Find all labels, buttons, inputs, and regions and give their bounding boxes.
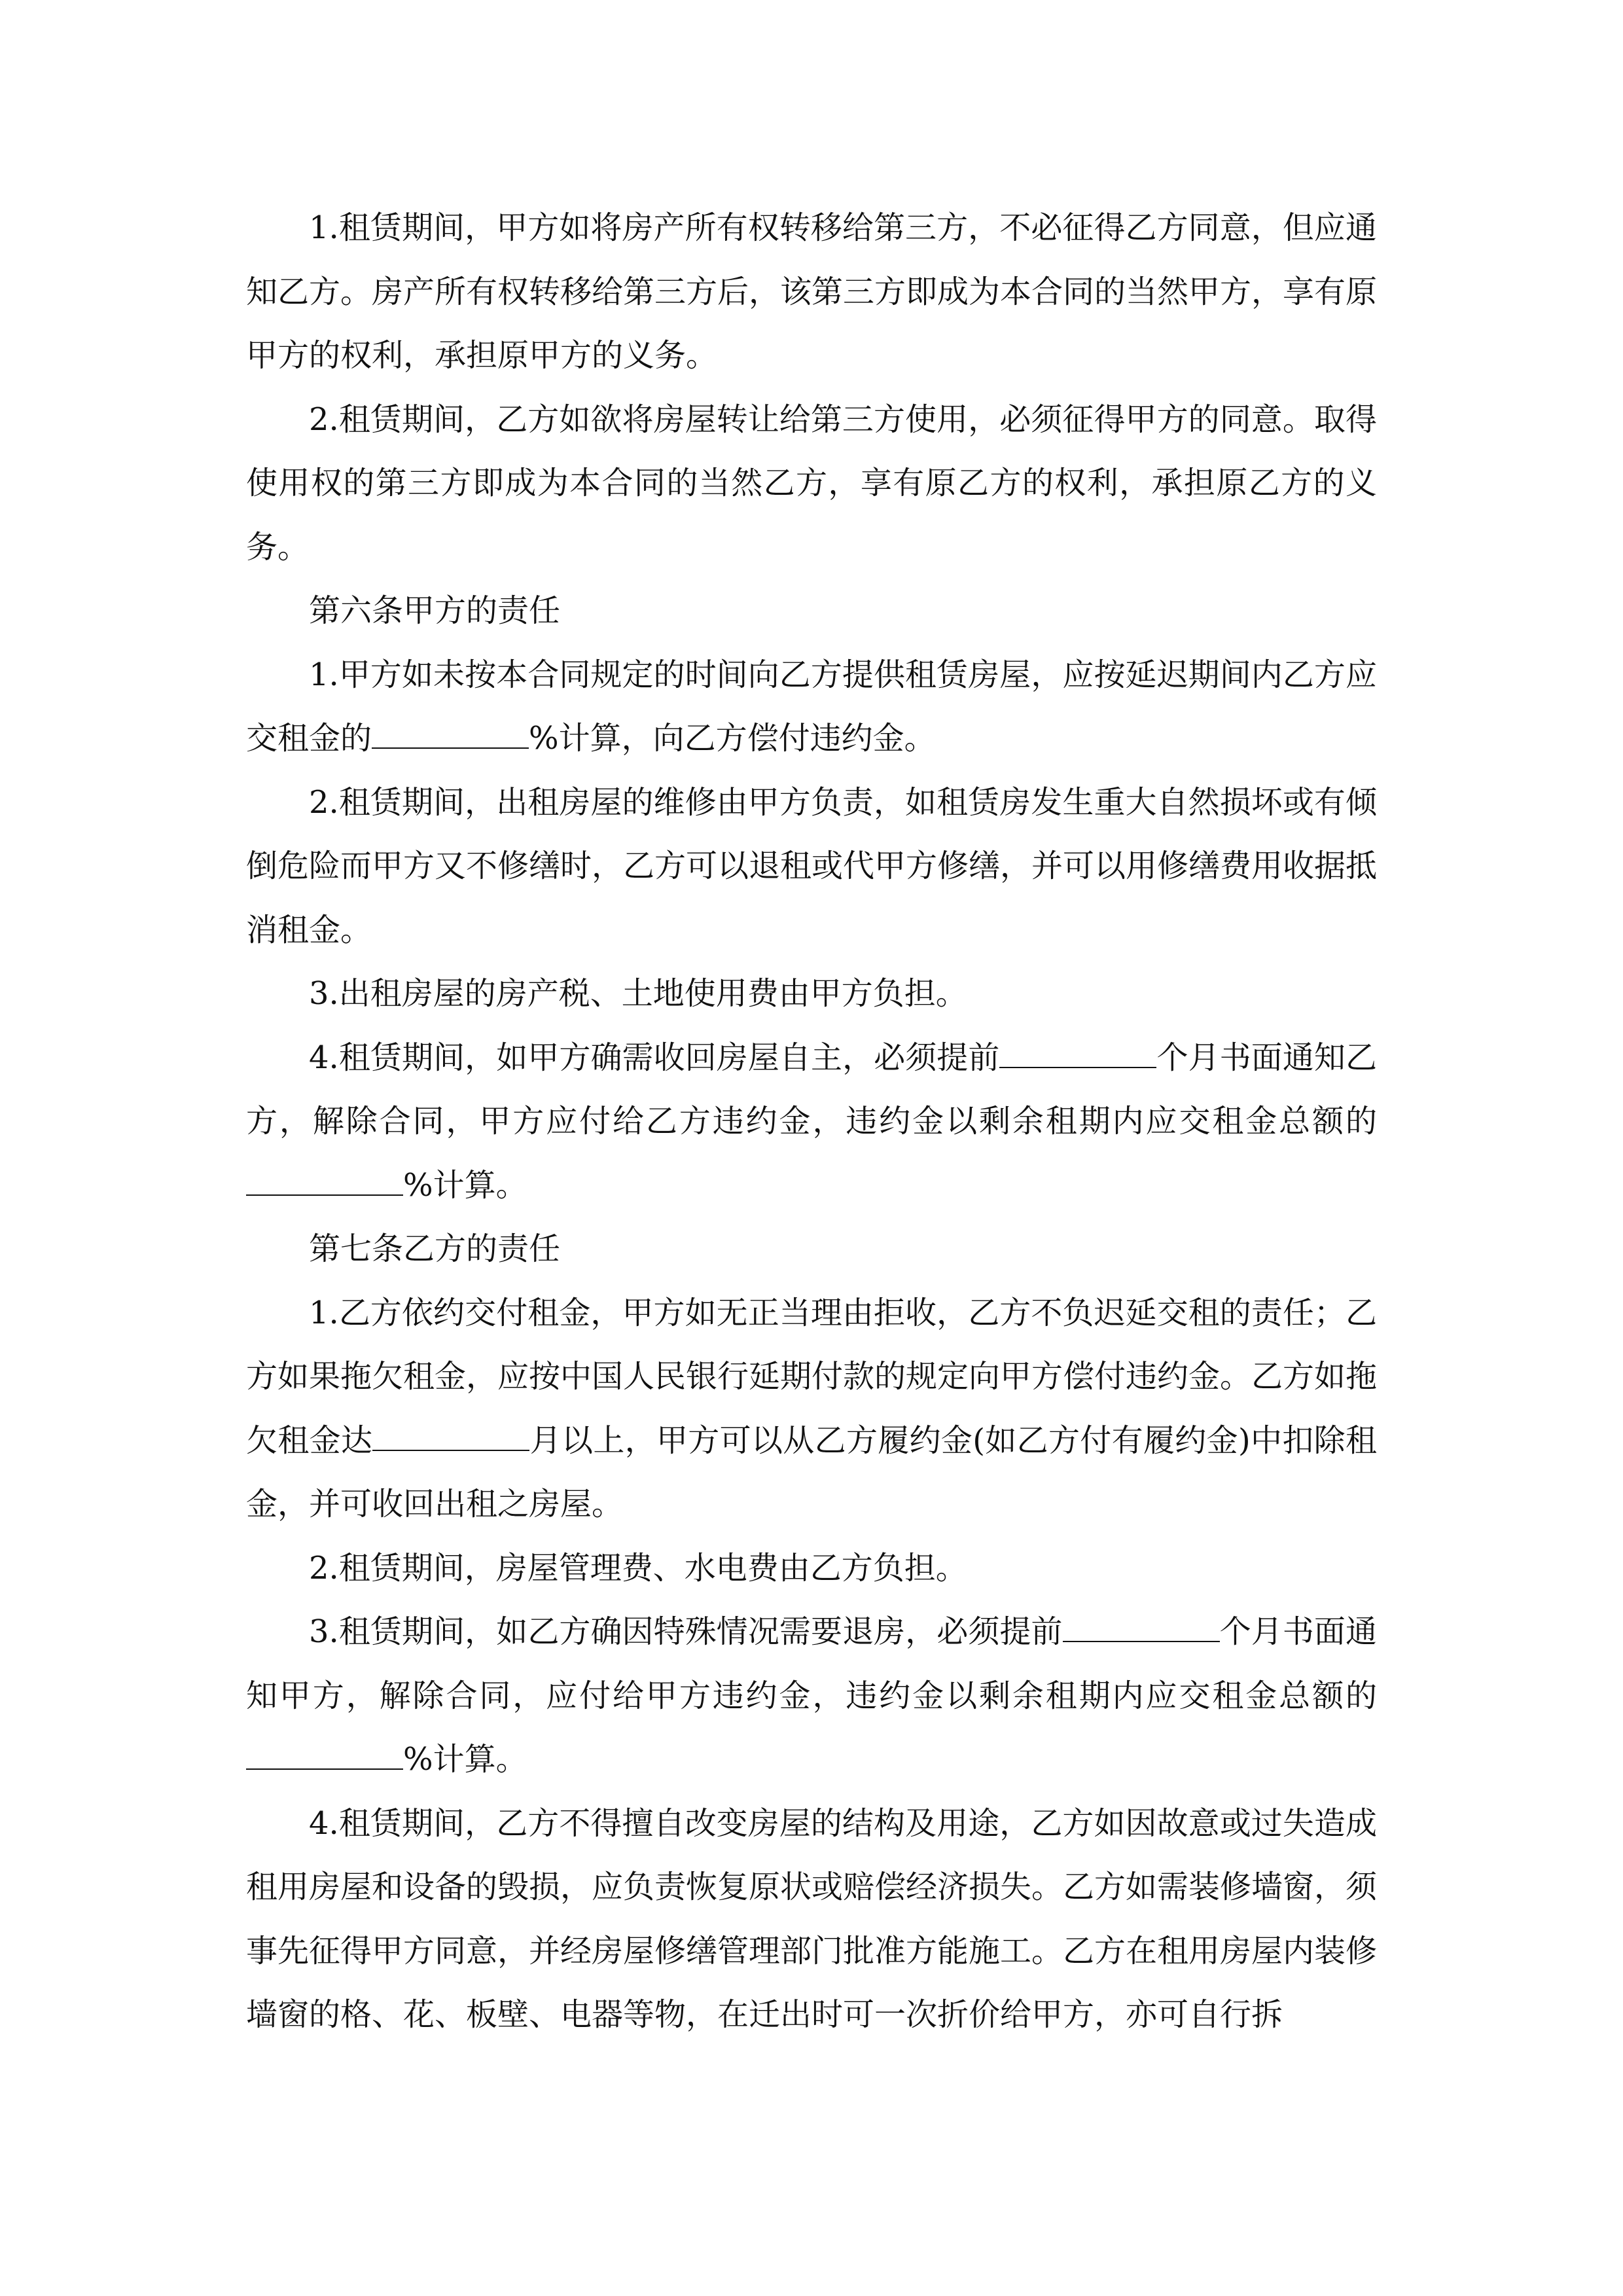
section-heading (246, 1217, 1377, 1282)
paragraph-text: 第六条甲方的责任 (309, 592, 561, 629)
paragraph-text: %计算。 (403, 1741, 527, 1778)
paragraph-text: 4.租赁期间，乙方不得擅自改变房屋的结构及用途，乙方如因故意或过失造成租用房屋和设备的毁损，应负责恢复原状或赔偿经济损失。乙方如需装修墙窗，须事先征得甲方同意，并经房屋修缮管理部门批准方能施工。乙方在租用房屋内装修墙窗的格、花、板壁、电器等物，在迁出时可一次折价给甲方，亦可自行拆 (246, 1804, 1378, 2033)
paragraph-text: 4.租赁期间，如甲方确需收回房屋自主，必须提前 (309, 1039, 1000, 1076)
paragraph-text: 3.租赁期间，如乙方确因特殊情况需要退房，必须提前 (309, 1613, 1063, 1650)
paragraph-text: 1.甲方如未按本合同规定的时间向乙方提供租赁房屋，应按延迟期间内乙方应交租金的 (246, 656, 1377, 757)
fill-in-blank (246, 1163, 403, 1196)
document-body (246, 196, 1377, 2047)
fill-in-blank (999, 1035, 1156, 1068)
paragraph-text: 月以上，甲方可以从乙方履约金(如乙方付有履约金)中扣除租金，并可收回出租之房屋。 (246, 1422, 1377, 1522)
clause-paragraph (246, 962, 1377, 1026)
paragraph-text: 个月书面通知甲方，解除合同，应付给甲方违约金，违约金以剩余租期内应交租金总额的 (246, 1613, 1377, 1714)
clause-paragraph (246, 1282, 1377, 1537)
clause-paragraph (246, 1026, 1377, 1218)
clause-paragraph (246, 1792, 1377, 2047)
paragraph-text: 第七条乙方的责任 (309, 1230, 561, 1267)
fill-in-blank (372, 716, 529, 749)
clause-paragraph (246, 771, 1377, 963)
fill-in-blank (246, 1737, 403, 1770)
fill-in-blank (372, 1418, 529, 1451)
paragraph-text: %计算。 (403, 1166, 527, 1204)
clause-paragraph (246, 196, 1377, 388)
clause-paragraph (246, 388, 1377, 580)
section-heading (246, 579, 1377, 643)
paragraph-text: 2.租赁期间，乙方如欲将房屋转让给第三方使用，必须征得甲方的同意。取得使用权的第三方即成为本合同的当然乙方，享有原乙方的权利，承担原乙方的义务。 (246, 401, 1377, 565)
paragraph-text: 2.租赁期间，房屋管理费、水电费由乙方负担。 (309, 1549, 967, 1587)
paragraph-text: 2.租赁期间，出租房屋的维修由甲方负责，如租赁房发生重大自然损坏或有倾倒危险而甲方又不修缮时，乙方可以退租或代甲方修缮，并可以用修缮费用收据抵消租金。 (246, 783, 1378, 948)
paragraph-text: %计算，向乙方偿付违约金。 (529, 720, 936, 757)
paragraph-text: 个月书面通知乙方，解除合同，甲方应付给乙方违约金，违约金以剩余租期内应交租金总额的 (246, 1039, 1377, 1139)
clause-paragraph (246, 643, 1377, 771)
clause-paragraph (246, 1537, 1377, 1601)
clause-paragraph (246, 1600, 1377, 1792)
paragraph-text: 3.出租房屋的房产税、土地使用费由甲方负担。 (309, 975, 967, 1012)
paragraph-text: 1.乙方依约交付租金，甲方如无正当理由拒收，乙方不负迟延交租的责任；乙方如果拖欠租金，应按中国人民银行延期付款的规定向甲方偿付违约金。乙方如拖欠租金达 (246, 1294, 1378, 1459)
paragraph-text: 1.租赁期间，甲方如将房产所有权转移给第三方，不必征得乙方同意，但应通知乙方。房产所有权转移给第三方后，该第三方即成为本合同的当然甲方，享有原甲方的权利，承担原甲方的义务。 (246, 209, 1378, 374)
fill-in-blank (1063, 1609, 1220, 1642)
